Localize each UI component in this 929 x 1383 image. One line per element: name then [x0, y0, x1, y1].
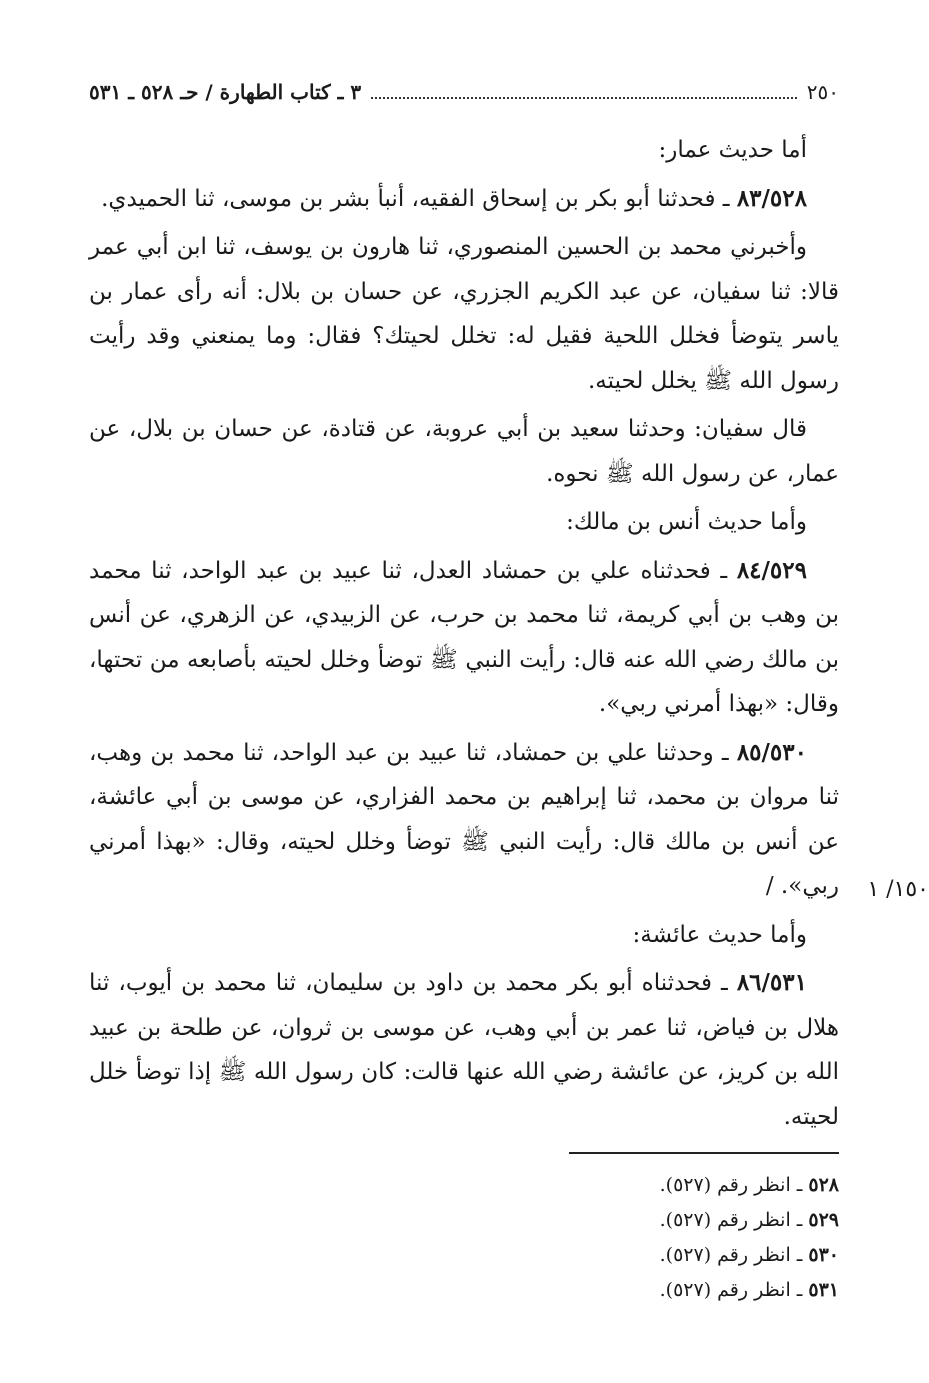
hadith-number: ٨٥/٥٣٠	[736, 738, 807, 766]
section-heading-anas: وأما حديث أنس بن مالك:	[566, 509, 807, 535]
hadith-528	[89, 177, 839, 222]
hadith-531	[89, 961, 839, 1139]
footnotes	[439, 1168, 839, 1308]
footnote-number: ٥٣٠	[808, 1244, 839, 1266]
hadith-text: ـ فحدثناه أبو بكر محمد بن داود بن سليمان، ثنا محمد بن أيوب، ثنا هلال بن فياض، ثنا عمر بن أبي وهب، عن موسى بن ثروان، عن طلحة بن عبيد الله بن كريز، عن عائشة رضي الله عنها قالت: كان رسول الله ﷺ إذا توضأ خلل لحيته.	[89, 970, 839, 1130]
section-heading-aisha: وأما حديث عائشة:	[632, 921, 807, 948]
footnote-number: ٥٢٨	[808, 1174, 839, 1196]
footnote-divider	[569, 1152, 839, 1154]
footnote-item	[439, 1168, 839, 1203]
footnote-text: ـ انظر رقم (٥٢٧).	[659, 1209, 809, 1231]
paragraph-sufyan: قال سفيان: وحدثنا سعيد بن أبي عروبة، عن قتادة، عن حسان بن بلال، عن عمار، عن رسول الله ﷺ نحوه.	[89, 416, 839, 487]
manuscript-folio-note: ١٥٠/ ١	[867, 877, 929, 902]
footnote-item	[439, 1273, 839, 1308]
footnote-text: ـ انظر رقم (٥٢٧).	[659, 1174, 809, 1196]
hadith-number: ٨٦/٥٣١	[736, 969, 807, 996]
header-leader-dots	[371, 85, 797, 99]
hadith-text: ـ فحدثناه علي بن حمشاد العدل، ثنا عبيد بن عبد الواحد، ثنا محمد بن وهب بن أبي كريمة، ثنا محمد بن حرب، عن الزبيدي، عن الزهري، عن أنس بن مالك رضي الله عنه قال: رأيت النبي ﷺ توضأ وخلل لحيته بأصابعه من تحتها، وقال: «بهذا أمرني ربي».	[89, 557, 839, 717]
footnote-number: ٥٣١	[808, 1279, 839, 1301]
hadith-text: ـ وحدثنا علي بن حمشاد، ثنا عبيد بن عبد الواحد، ثنا محمد بن وهب، ثنا مروان بن محمد، ثنا إبراهيم بن محمد الفزاري، عن موسى بن أبي عائشة، عن أنس بن مالك قال: رأيت النبي ﷺ توضأ وخلل لحيته، وقال: «بهذا أمرني ربي». /	[89, 739, 839, 899]
page-number: ٢٥٠	[806, 80, 839, 104]
section-heading-ammar: أما حديث عمار:	[658, 137, 807, 163]
paragraph-chain-2: وأخبرني محمد بن الحسين المنصوري، ثنا هارون بن يوسف، ثنا ابن أبي عمر قالا: ثنا سفيان، عن عبد الكريم الجزري، عن حسان بن بلال: أنه رأى عمار بن ياسر يتوضأ فخلل اللحية فقيل له: تخلل لحيتك؟ فقال: وما يمنعني وقد رأيت رسول الله ﷺ يخلل لحيته.	[89, 234, 839, 394]
footnote-number: ٥٢٩	[808, 1209, 839, 1231]
running-header	[89, 80, 839, 110]
hadith-number: ٨٤/٥٢٩	[736, 556, 807, 584]
hadith-number: ٨٣/٥٢٨	[736, 184, 807, 212]
hadith-529	[89, 549, 839, 727]
footnote-text: ـ انظر رقم (٥٢٧).	[659, 1244, 809, 1266]
footnote-item	[439, 1238, 839, 1273]
footnote-item	[439, 1203, 839, 1238]
footnote-text: ـ انظر رقم (٥٢٧).	[659, 1279, 809, 1301]
header-title: ٣ ـ كتاب الطهارة / حـ ٥٢٨ ـ ٥٣١	[89, 80, 362, 104]
main-text	[89, 128, 839, 1143]
hadith-text: ـ فحدثنا أبو بكر بن إسحاق الفقيه، أنبأ بشر بن موسى، ثنا الحميدي.	[101, 185, 737, 212]
hadith-530	[89, 731, 839, 909]
